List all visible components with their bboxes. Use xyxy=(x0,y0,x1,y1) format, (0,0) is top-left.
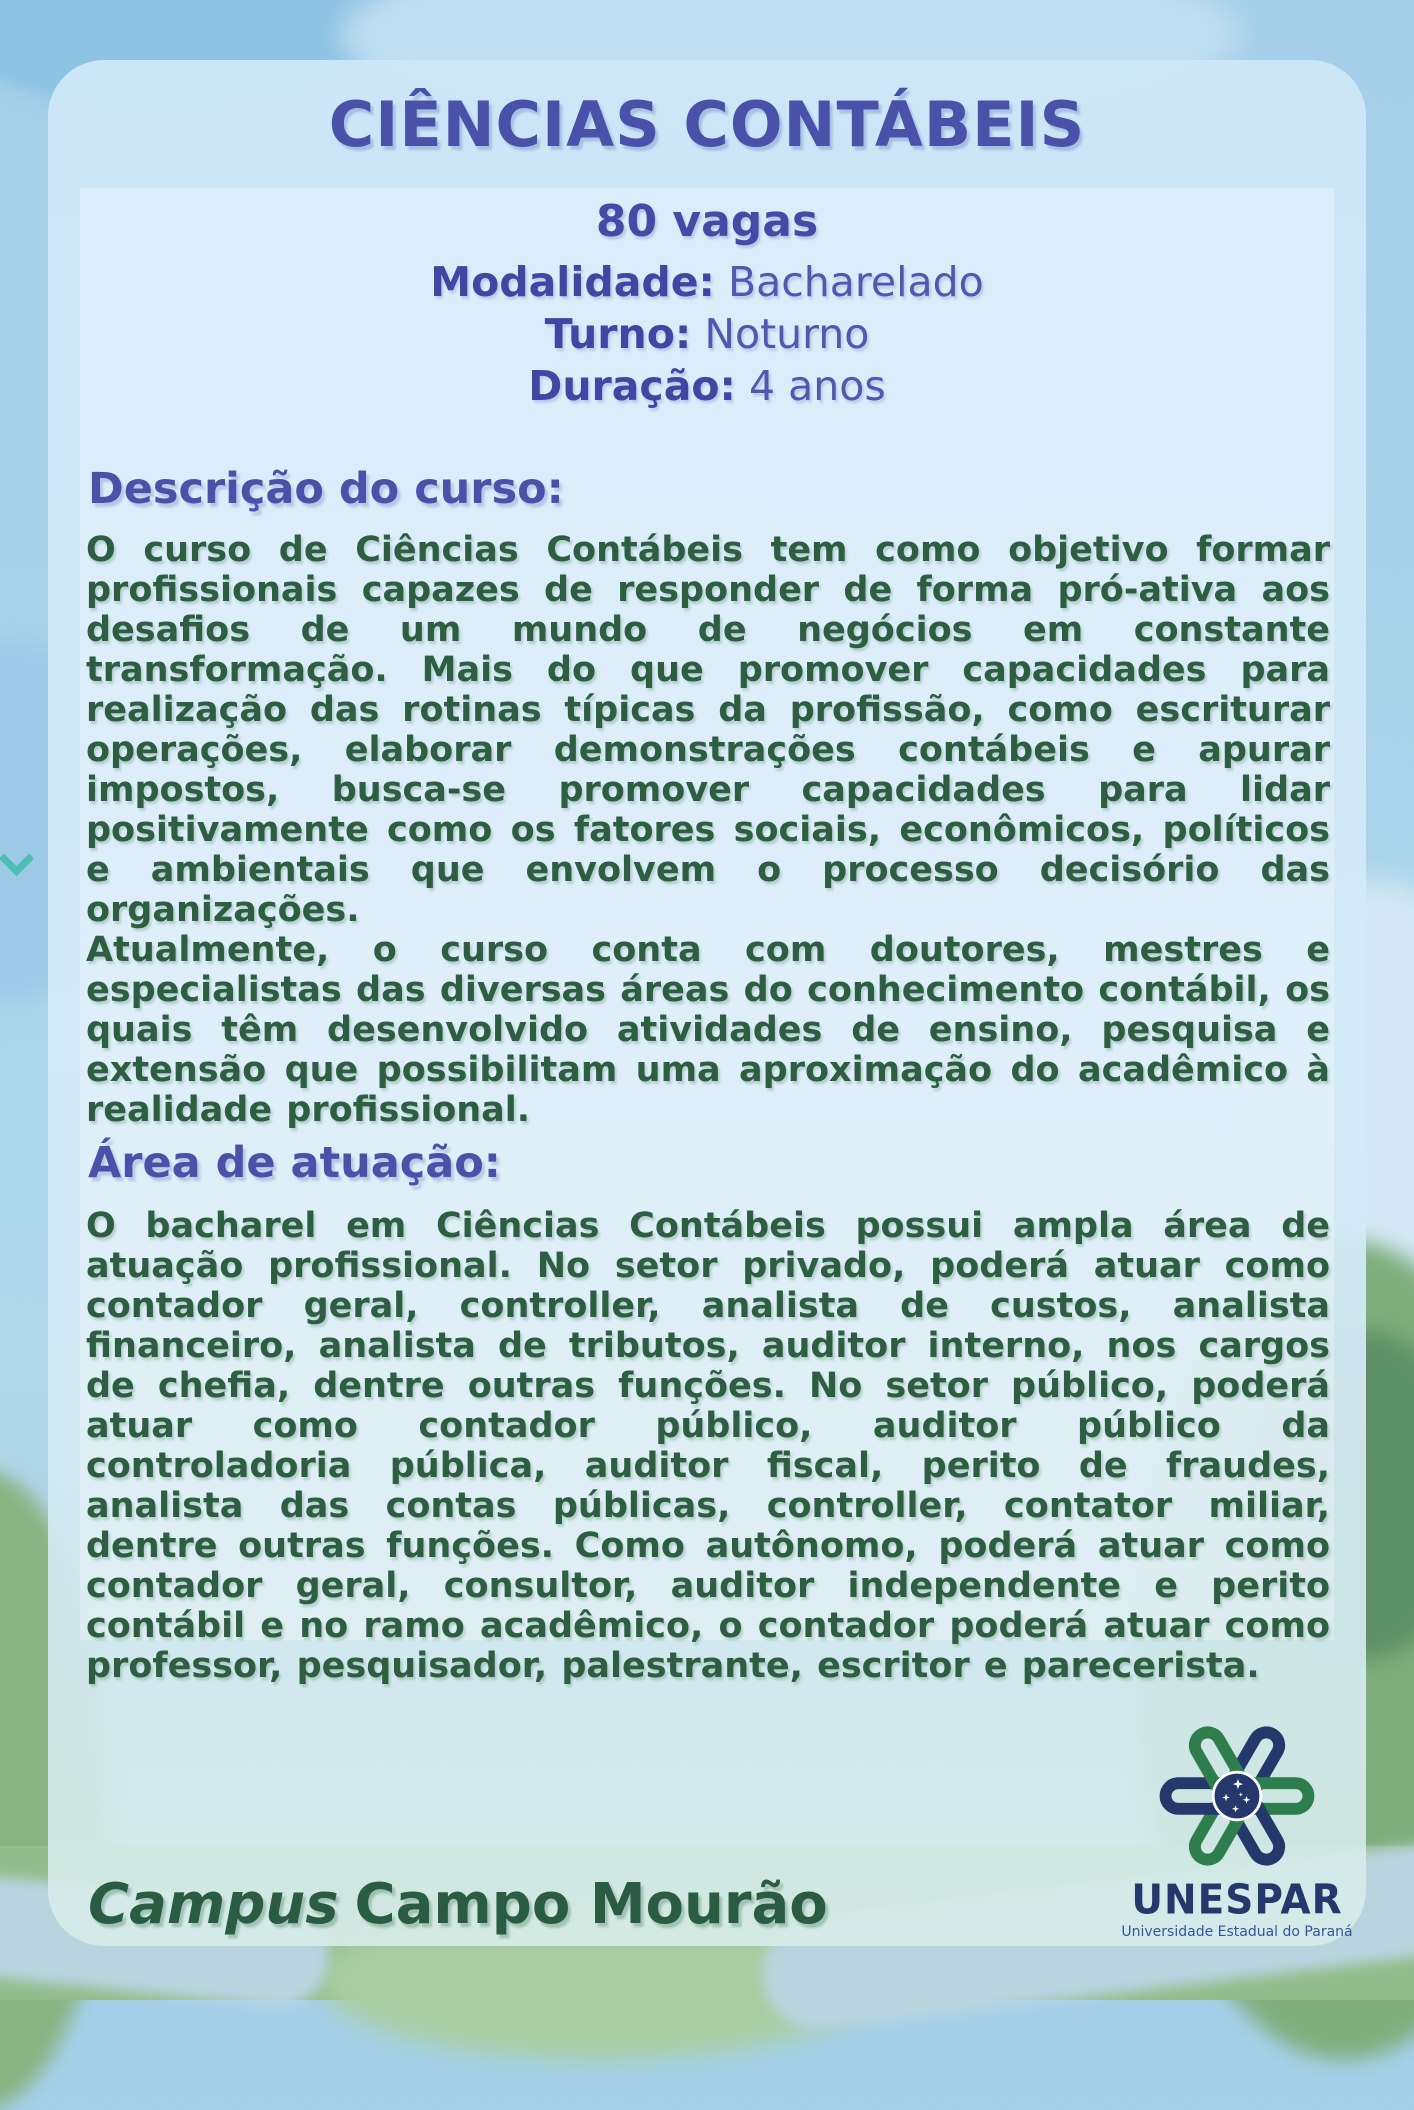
paragraph: Atualmente, o curso conta com doutores, mestres e especialistas das diversas áreas do conhecimento contábil, os quais têm desenvolvido atividades de ensino, pesquisa e extensão que possibilitam uma aproximação do acadêmico à realidade profissional. xyxy=(86,930,1330,1130)
duracao-value: 4 anos xyxy=(749,362,886,410)
unespar-tagline: Universidade Estadual do Paraná xyxy=(1121,1924,1353,1940)
descricao-paragraphs xyxy=(86,530,1330,1130)
campus-name xyxy=(88,1872,828,1937)
info-line-modalidade xyxy=(48,256,1366,308)
vacancies-text: 80 vagas xyxy=(595,196,819,247)
turno-label: Turno: xyxy=(544,310,692,358)
course-info xyxy=(48,256,1366,412)
poster-card xyxy=(48,60,1366,1946)
paragraph: O curso de Ciências Contábeis tem como objetivo formar profissionais capazes de responder de forma pró-ativa aos desafios de um mundo de negócios em constante transformação. Mais do que promover capacidades para realização das rotinas típicas da profissão, como escriturar operações, elaborar demonstrações contábeis e apurar impostos, busca-se promover capacidades para lidar positivamente como os fatores sociais, econômicos, políticos e ambientais que envolvem o processo decisório das organizações. xyxy=(86,530,1330,930)
modalidade-label: Modalidade: xyxy=(430,258,715,306)
paragraph: O bacharel em Ciências Contábeis possui ampla área de atuação profissional. No setor privado, poderá atuar como contador geral, controller, analista de custos, analista financeiro, analista de tributos, auditor interno, nos cargos de chefia, dentre outras funções. No setor público, poderá atuar como contador público, auditor público da controladoria pública, auditor fiscal, perito de fraudes, analista das contas públicas, controller, contator miliar, dentre outras funções. Como autônomo, poderá atuar como contador geral, consultor, auditor independente e perito contábil e no ramo acadêmico, o contador poderá atuar como professor, pesquisador, palestrante, escritor e parecerista. xyxy=(86,1206,1330,1686)
turno-value: Noturno xyxy=(704,310,870,358)
section-heading-atuacao: Área de atuação: xyxy=(88,1138,501,1188)
poster-title: CIÊNCIAS CONTÁBEIS xyxy=(328,88,1086,161)
duracao-label: Duração: xyxy=(528,362,736,410)
section-heading-descricao: Descrição do curso: xyxy=(88,464,564,514)
atuacao-paragraphs xyxy=(86,1206,1330,1686)
info-line-duracao xyxy=(48,360,1366,412)
unespar-wordmark: UNESPAR xyxy=(1131,1876,1343,1925)
unespar-flower-icon xyxy=(1157,1716,1317,1876)
info-line-turno xyxy=(48,308,1366,360)
campus-word-italic: Campus xyxy=(88,1872,339,1937)
campus-word-rest: Campo Mourão xyxy=(354,1872,828,1937)
modalidade-value: Bacharelado xyxy=(728,258,984,306)
unespar-logo xyxy=(1076,1716,1398,1940)
